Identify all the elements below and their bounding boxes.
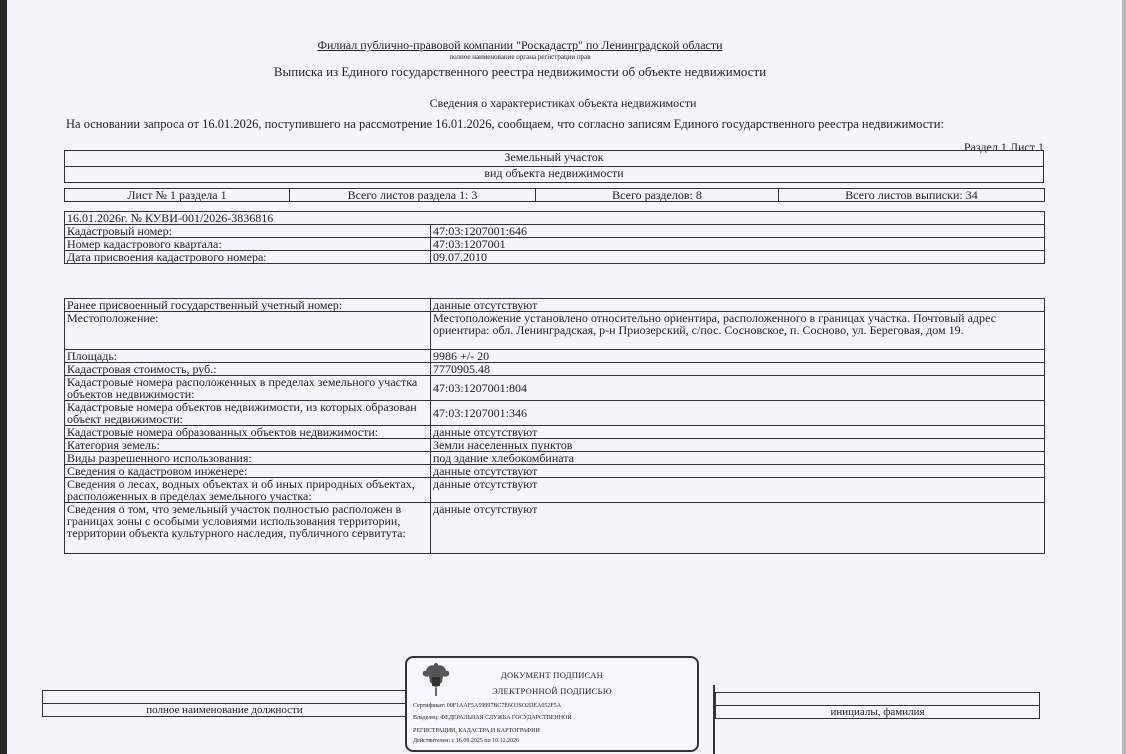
- table-row: [65, 401, 1045, 426]
- table-row: [65, 478, 1045, 503]
- stamp-owner: Владелец: ФЕДЕРАЛЬНАЯ СЛУЖБА ГОСУДАРСТВЕННОЙ: [413, 715, 572, 721]
- characteristics-table: [64, 298, 1045, 554]
- table-row: [65, 312, 1045, 350]
- intro-text: На основании запроса от 16.01.2026, поступившего на рассмотрение 16.01.2026, сообщаем, что согласно записям Единого государственного реестра недвижимости:: [66, 117, 944, 131]
- row-value: Местоположение установлено относительно ориентира, расположенного в границах участка. Почтовый адрес ориентира: обл. Ленинградская, р-н Приозерский, с/пос. Сосновское, п. Сосново, ул. Береговая, дом 19.: [431, 312, 1045, 350]
- row-label: Сведения о кадастровом инженере:: [65, 465, 431, 478]
- row-label: Ранее присвоенный государственный учетный номер:: [65, 299, 431, 312]
- table-row: [65, 299, 1045, 312]
- row-label: Категория земель:: [65, 439, 431, 452]
- object-type-caption: вид объекта недвижимости: [65, 167, 1044, 183]
- electronic-signature-stamp: [405, 656, 699, 752]
- row-value: данные отсутствуют: [431, 465, 1045, 478]
- row-value: данные отсутствуют: [431, 426, 1045, 439]
- row-value: данные отсутствуют: [431, 299, 1045, 312]
- object-type-table: [64, 150, 1044, 183]
- table-row: [65, 426, 1045, 439]
- row-label: Площадь:: [65, 350, 431, 363]
- stamp-certificate: Сертификат: 00F1AAF5A59997BC7E6O3SO2DEA052F5A: [413, 703, 562, 709]
- position-caption: полное наименование должности: [43, 704, 407, 717]
- total-sections: Всего разделов: 8: [536, 189, 779, 202]
- sheet-reference: Раздел 1 Лист 1: [963, 140, 1044, 154]
- name-caption: инициалы, фамилия: [716, 706, 1040, 719]
- row-label: Номер кадастрового квартала:: [65, 238, 431, 251]
- stamp-line-electronic: ЭЛЕКТРОННОЙ ПОДПИСЬЮ: [492, 686, 612, 696]
- row-label: Виды разрешенного использования:: [65, 452, 431, 465]
- row-value: 9986 +/- 20: [431, 350, 1045, 363]
- scan-right-edge: [1122, 0, 1126, 754]
- stamp-validity: Действителен: с 16.09.2025 по 10.12.2026: [413, 738, 520, 744]
- table-row: [65, 238, 1045, 251]
- stamp-line-signed: ДОКУМЕНТ ПОДПИСАН: [500, 670, 604, 680]
- row-value: под здание хлебокомбината: [431, 452, 1045, 465]
- row-value: 47:03:1207001: [431, 238, 1045, 251]
- organization-caption: полное наименование органа регистрации прав: [449, 53, 591, 61]
- row-value: 47:03:1207001:646: [431, 225, 1045, 238]
- table-row: [65, 363, 1045, 376]
- table-row: [65, 251, 1045, 264]
- document-title: Выписка из Единого государственного реестра недвижимости об объекте недвижимости: [273, 64, 767, 79]
- scan-left-edge: [0, 0, 7, 754]
- signature-position-table: [42, 690, 407, 717]
- row-value: Земли населенных пунктов: [431, 439, 1045, 452]
- row-value: 09.07.2010: [431, 251, 1045, 264]
- table-row: [65, 452, 1045, 465]
- row-label: Кадастровая стоимость, руб.:: [65, 363, 431, 376]
- row-value: данные отсутствуют: [431, 503, 1045, 554]
- table-row: [65, 503, 1045, 554]
- table-row: [65, 465, 1045, 478]
- organization-name: Филиал публично-правовой компании "Роскадастр" по Ленинградской области: [317, 38, 723, 52]
- object-type-value: Земельный участок: [65, 151, 1044, 167]
- section-title: Сведения о характеристиках объекта недвижимости: [429, 96, 697, 110]
- table-row: [65, 225, 1045, 238]
- row-label: Местоположение:: [65, 312, 431, 350]
- sheet-number: Лист № 1 раздела 1: [65, 189, 290, 202]
- row-label: Кадастровый номер:: [65, 225, 431, 238]
- table-row: [65, 439, 1045, 452]
- section-sheet-count: Всего листов раздела 1: 3: [290, 189, 536, 202]
- total-sheets: Всего листов выписки: 34: [779, 189, 1045, 202]
- row-label: Кадастровые номера образованных объектов недвижимости:: [65, 426, 431, 439]
- table-row: [65, 350, 1045, 363]
- row-label: Дата присвоения кадастрового номера:: [65, 251, 431, 264]
- row-label: Сведения о лесах, водных объектах и об иных природных объектах, расположенных в пределах земельного участка:: [65, 478, 431, 503]
- name-field: [716, 693, 1040, 706]
- stamp-owner-continued: РЕГИСТРАЦИИ, КАДАСТРА И КАРТОГРАФИИ: [413, 728, 540, 734]
- row-value: 47:03:1207001:804: [431, 376, 1045, 401]
- row-label: Сведения о том, что земельный участок полностью расположен в границах зоны с особыми условиями использования территории, территории объекта культурного наследия, публичного сервитута:: [65, 503, 431, 554]
- request-reference: 16.01.2026г. № КУВИ-001/2026-3836816: [65, 212, 1045, 225]
- row-value: 7770905.48: [431, 363, 1045, 376]
- table-row: [65, 376, 1045, 401]
- identification-table: [64, 211, 1045, 264]
- signature-name-table: [715, 692, 1040, 719]
- position-field: [43, 691, 407, 704]
- row-value: данные отсутствуют: [431, 478, 1045, 503]
- row-value: 47:03:1207001:346: [431, 401, 1045, 426]
- row-label: Кадастровые номера расположенных в пределах земельного участка объектов недвижимости:: [65, 376, 431, 401]
- sheets-table: [64, 188, 1045, 202]
- row-label: Кадастровые номера объектов недвижимости, из которых образован объект недвижимости:: [65, 401, 431, 426]
